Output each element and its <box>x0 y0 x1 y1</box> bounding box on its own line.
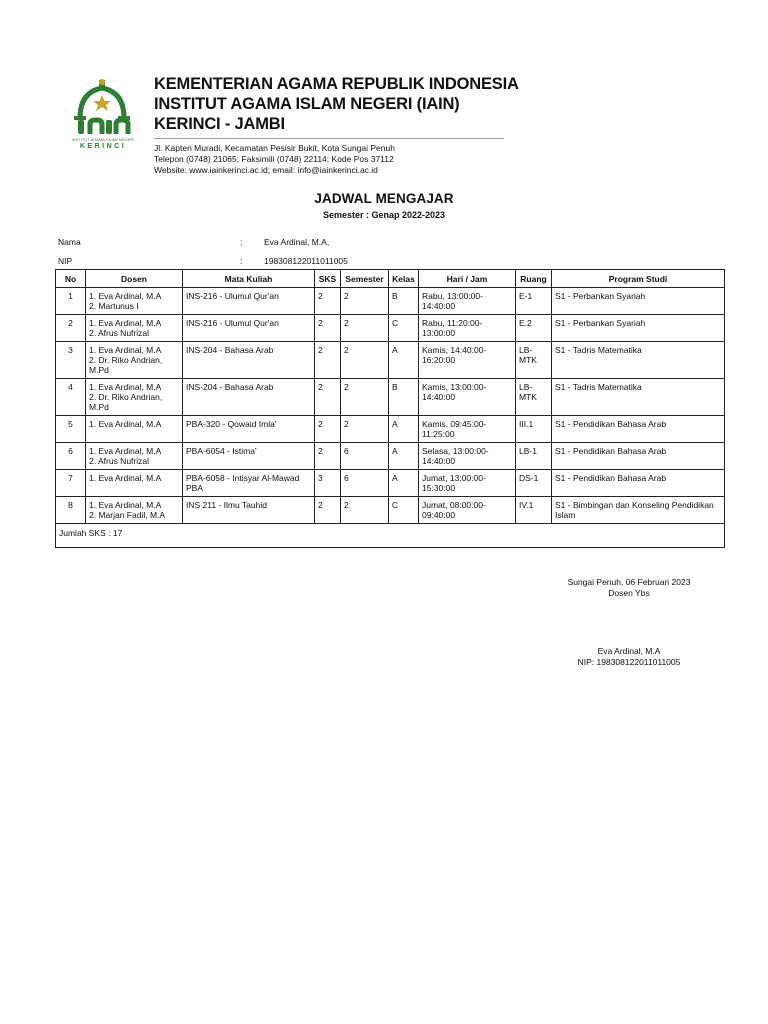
logo-caption: INSTITUT AGAMA ISLAM NEGERI <box>71 137 135 142</box>
cell-mata-kuliah: PBA-6058 - Intisyar Al-Mawad PBA <box>183 470 315 497</box>
cell-kelas: A <box>389 342 419 379</box>
signature-footer <box>548 646 710 668</box>
cell-dosen <box>86 416 183 443</box>
table-row <box>56 470 725 497</box>
header-program-studi: Program Studi <box>552 270 725 288</box>
cell-semester: 6 <box>341 470 389 497</box>
cell-hari-jam: Kamis, 13:00:00-14:40:00 <box>419 379 516 416</box>
cell-kelas: A <box>389 470 419 497</box>
header-ruang: Ruang <box>516 270 552 288</box>
cell-dosen <box>86 342 183 379</box>
cell-ruang: III.1 <box>516 416 552 443</box>
dosen-line: 2. Dr. Riko Andrian, M.Pd <box>89 392 163 412</box>
cell-semester: 2 <box>341 315 389 342</box>
cell-mata-kuliah: INS 211 - Ilmu Tauhid <box>183 497 315 524</box>
cell-kelas: C <box>389 315 419 342</box>
header-kelas: Kelas <box>389 270 419 288</box>
cell-no: 8 <box>56 497 86 524</box>
cell-mata-kuliah: INS-216 - Ulumul Qur'an <box>183 315 315 342</box>
cell-program-studi: S1 - Pendidikan Bahasa Arab <box>552 443 725 470</box>
dosen-line: 1. Eva Ardinal, M.A <box>89 446 162 456</box>
header-mata-kuliah: Mata Kuliah <box>183 270 315 288</box>
cell-sks: 2 <box>315 443 341 470</box>
cell-no: 5 <box>56 416 86 443</box>
nip-colon: : <box>240 256 243 266</box>
dosen-line: 2. Dr. Riko Andrian, M.Pd <box>89 355 163 375</box>
signature-header <box>548 577 710 599</box>
signature-place-date: Sungai Penuh, 06 Februari 2023 <box>567 577 691 587</box>
signature-nip: NIP: 198308122011011005 <box>577 657 681 667</box>
cell-hari-jam: Kamis, 09:45:00-11:25:00 <box>419 416 516 443</box>
dosen-line: 1. Eva Ardinal, M.A <box>89 291 162 301</box>
table-row <box>56 497 725 524</box>
cell-dosen <box>86 443 183 470</box>
cell-semester: 2 <box>341 379 389 416</box>
nama-value: Eva Ardinal, M.A, <box>264 237 330 247</box>
cell-program-studi: S1 - Perbankan Syariah <box>552 315 725 342</box>
institution-name <box>154 74 519 134</box>
document-subtitle: Semester : Genap 2022-2023 <box>322 210 446 220</box>
cell-no: 1 <box>56 288 86 315</box>
table-row <box>56 342 725 379</box>
cell-ruang: E.2 <box>516 315 552 342</box>
cell-hari-jam: Jumat, 08:00:00-09:40:00 <box>419 497 516 524</box>
nip-value: 198308122011011005 <box>264 256 348 266</box>
signature-name: Eva Ardinal, M.A <box>597 646 661 656</box>
cell-no: 2 <box>56 315 86 342</box>
table-row <box>56 443 725 470</box>
document-title: JADWAL MENGAJAR <box>314 191 454 206</box>
cell-no: 6 <box>56 443 86 470</box>
cell-hari-jam: Rabu, 11:20:00-13:00:00 <box>419 315 516 342</box>
cell-kelas: B <box>389 288 419 315</box>
schedule-table <box>55 269 725 548</box>
dosen-line: 1. Eva Ardinal, M.A <box>89 419 162 429</box>
cell-dosen <box>86 379 183 416</box>
cell-sks: 2 <box>315 416 341 443</box>
institution-line-3: KERINCI - JAMBI <box>154 115 285 133</box>
address-line-1: Jl. Kapten Muradi, Kecamatan Pesisir Bukit, Kota Sungai Penuh <box>154 143 395 153</box>
cell-dosen <box>86 315 183 342</box>
cell-sks: 2 <box>315 342 341 379</box>
cell-program-studi: S1 - Tadris Matematika <box>552 342 725 379</box>
cell-no: 4 <box>56 379 86 416</box>
cell-ruang: LB-1 <box>516 443 552 470</box>
dosen-line: 1. Eva Ardinal, M.A <box>89 318 162 328</box>
total-sks: Jumlah SKS : 17 <box>56 524 725 548</box>
cell-mata-kuliah: PBA-6054 - Istima' <box>183 443 315 470</box>
institution-line-2: INSTITUT AGAMA ISLAM NEGERI (IAIN) <box>154 95 460 113</box>
signature-role: Dosen Ybs <box>608 588 650 598</box>
dosen-line: 2. Marjan Fadil, M.A <box>89 510 166 520</box>
table-footer-row <box>56 524 725 548</box>
header-sks: SKS <box>315 270 341 288</box>
cell-program-studi: S1 - Pendidikan Bahasa Arab <box>552 470 725 497</box>
cell-hari-jam: Selasa, 13:00:00-14:40:00 <box>419 443 516 470</box>
cell-dosen <box>86 497 183 524</box>
cell-kelas: A <box>389 443 419 470</box>
dosen-line: 2. Martunus I <box>89 301 139 311</box>
logo-kerinci-text: KERINCI <box>79 143 127 150</box>
cell-program-studi: S1 - Pendidikan Bahasa Arab <box>552 416 725 443</box>
dosen-line: 1. Eva Ardinal, M.A <box>89 382 162 392</box>
cell-ruang: DS-1 <box>516 470 552 497</box>
cell-dosen <box>86 288 183 315</box>
cell-semester: 2 <box>341 416 389 443</box>
cell-mata-kuliah: PBA-320 - Qowaid Imla' <box>183 416 315 443</box>
dosen-line: 2. Afrus Nufrizal <box>89 328 149 338</box>
dosen-line: 1. Eva Ardinal, M.A <box>89 345 162 355</box>
cell-semester: 2 <box>341 342 389 379</box>
header-dosen: Dosen <box>86 270 183 288</box>
cell-hari-jam: Kamis, 14:40:00-16:20:00 <box>419 342 516 379</box>
cell-ruang: IV.1 <box>516 497 552 524</box>
table-row <box>56 288 725 315</box>
cell-ruang: LB-MTK <box>516 379 552 416</box>
institution-address <box>154 143 395 176</box>
nip-label: NIP <box>58 256 73 266</box>
dosen-line: 2. Afrus Nufrizal <box>89 456 149 466</box>
header-semester: Semester <box>341 270 389 288</box>
address-line-3: Website: www.iainkerinci.ac.id; email: info@iainkerinci.ac.id <box>154 165 378 175</box>
cell-program-studi: S1 - Perbankan Syariah <box>552 288 725 315</box>
cell-program-studi: S1 - Bimbingan dan Konseling Pendidikan Islam <box>552 497 725 524</box>
header-no: No <box>56 270 86 288</box>
cell-sks: 2 <box>315 315 341 342</box>
cell-kelas: A <box>389 416 419 443</box>
cell-hari-jam: Jumat, 13:00:00-15:30:00 <box>419 470 516 497</box>
schedule-table-body <box>56 288 725 548</box>
header-hari-jam: Hari / Jam <box>419 270 516 288</box>
header-divider <box>154 138 504 139</box>
nama-colon: : <box>240 237 243 247</box>
cell-kelas: B <box>389 379 419 416</box>
cell-ruang: E-1 <box>516 288 552 315</box>
cell-sks: 3 <box>315 470 341 497</box>
cell-no: 3 <box>56 342 86 379</box>
cell-sks: 2 <box>315 497 341 524</box>
dosen-line: 1. Eva Ardinal, M.A <box>89 500 162 510</box>
nama-label: Nama <box>58 237 81 247</box>
cell-mata-kuliah: INS-216 - Ulumul Qur'an <box>183 288 315 315</box>
address-line-2: Telepon (0748) 21065; Faksimili (0748) 22114; Kode Pos 37112 <box>154 154 394 164</box>
cell-no: 7 <box>56 470 86 497</box>
cell-ruang: LB-MTK <box>516 342 552 379</box>
cell-sks: 2 <box>315 379 341 416</box>
table-header-row <box>56 270 725 288</box>
table-row <box>56 315 725 342</box>
institution-line-1: KEMENTERIAN AGAMA REPUBLIK INDONESIA <box>154 75 519 93</box>
cell-semester: 6 <box>341 443 389 470</box>
cell-dosen <box>86 470 183 497</box>
cell-program-studi: S1 - Tadris Matematika <box>552 379 725 416</box>
table-row <box>56 416 725 443</box>
table-row <box>56 379 725 416</box>
cell-mata-kuliah: INS-204 - Bahasa Arab <box>183 342 315 379</box>
cell-kelas: C <box>389 497 419 524</box>
cell-mata-kuliah: INS-204 - Bahasa Arab <box>183 379 315 416</box>
cell-semester: 2 <box>341 497 389 524</box>
cell-semester: 2 <box>341 288 389 315</box>
cell-sks: 2 <box>315 288 341 315</box>
dosen-line: 1. Eva Ardinal, M.A <box>89 473 162 483</box>
cell-hari-jam: Rabu, 13:00:00-14:40:00 <box>419 288 516 315</box>
